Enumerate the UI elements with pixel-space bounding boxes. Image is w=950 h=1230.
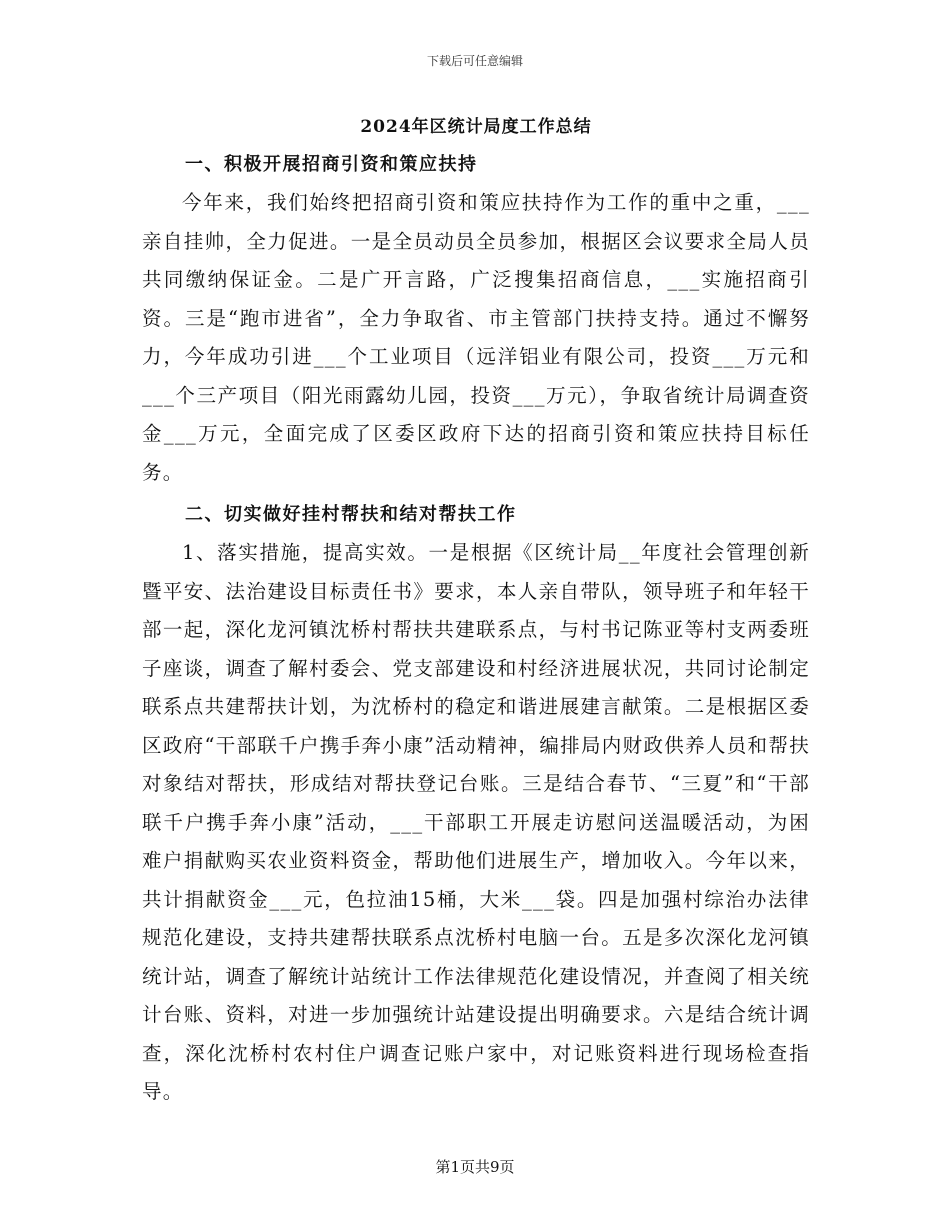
page-number: 第1页共9页 (435, 1158, 515, 1176)
section-heading: 二、切实做好挂村帮扶和结对帮扶工作 (185, 504, 517, 525)
page-header-note: 下载后可任意编辑 (426, 54, 523, 68)
section-2 (142, 496, 810, 1112)
section-heading: 一、积极开展招商引资和策应扶持 (185, 154, 478, 175)
paragraph: 1、落实措施，提高实效。一是根据《区统计局__年度社会管理创新暨平安、法治建设目标责任书》要求，本人亲自带队，领导班子和年轻干部一起，深化龙河镇沈桥村帮扶共建联系点，与村书记陈亚等村支两委班子座谈，调查了解村委会、党支部建设和村经济进展状况，共同讨论制定联系点共建帮扶计划，为沈桥村的稳定和谐进展建言献策。二是根据区委区政府“干部联千户携手奔小康”活动精神，编排局内财政供养人员和帮扶对象结对帮扶，形成结对帮扶登记台账。三是结合春节、“三夏”和“干部联千户携手奔小康”活动，___干部职工开展走访慰问送温暖活动，为困难户捐献购买农业资料资金，帮助他们进展生产，增加收入。今年以来，共计捐献资金___元，色拉油15桶，大米___袋。四是加强村综治办法律规范化建设，支持共建帮扶联系点沈桥村电脑一台。五是多次深化龙河镇统计站，调查了解统计站统计工作法律规范化建设情况，并查阅了相关统计台账、资料，对进一步加强统计站建设提出明确要求。六是结合统计调查，深化沈桥村农村住户调查记账户家中，对记账资料进行现场检查指导。 (142, 541, 810, 1103)
paragraph: 今年来，我们始终把招商引资和策应扶持作为工作的重中之重，___亲自挂帅，全力促进。一是全员动员全员参加，根据区会议要求全局人员共同缴纳保证金。二是广开言路，广泛搜集招商信息，___实施招商引资。三是“跑市进省”，全力争取省、市主管部门扶持支持。通过不懈努力，今年成功引进___个工业项目（远洋铝业有限公司，投资___万元和___个三产项目（阳光雨露幼儿园，投资___万元），争取省统计局调查资金___万元，全面完成了区委区政府下达的招商引资和策应扶持目标任务。 (142, 191, 810, 484)
document-body (142, 108, 810, 1112)
section-1 (142, 146, 810, 492)
document-title: 2024年区统计局度工作总结 (360, 117, 592, 137)
